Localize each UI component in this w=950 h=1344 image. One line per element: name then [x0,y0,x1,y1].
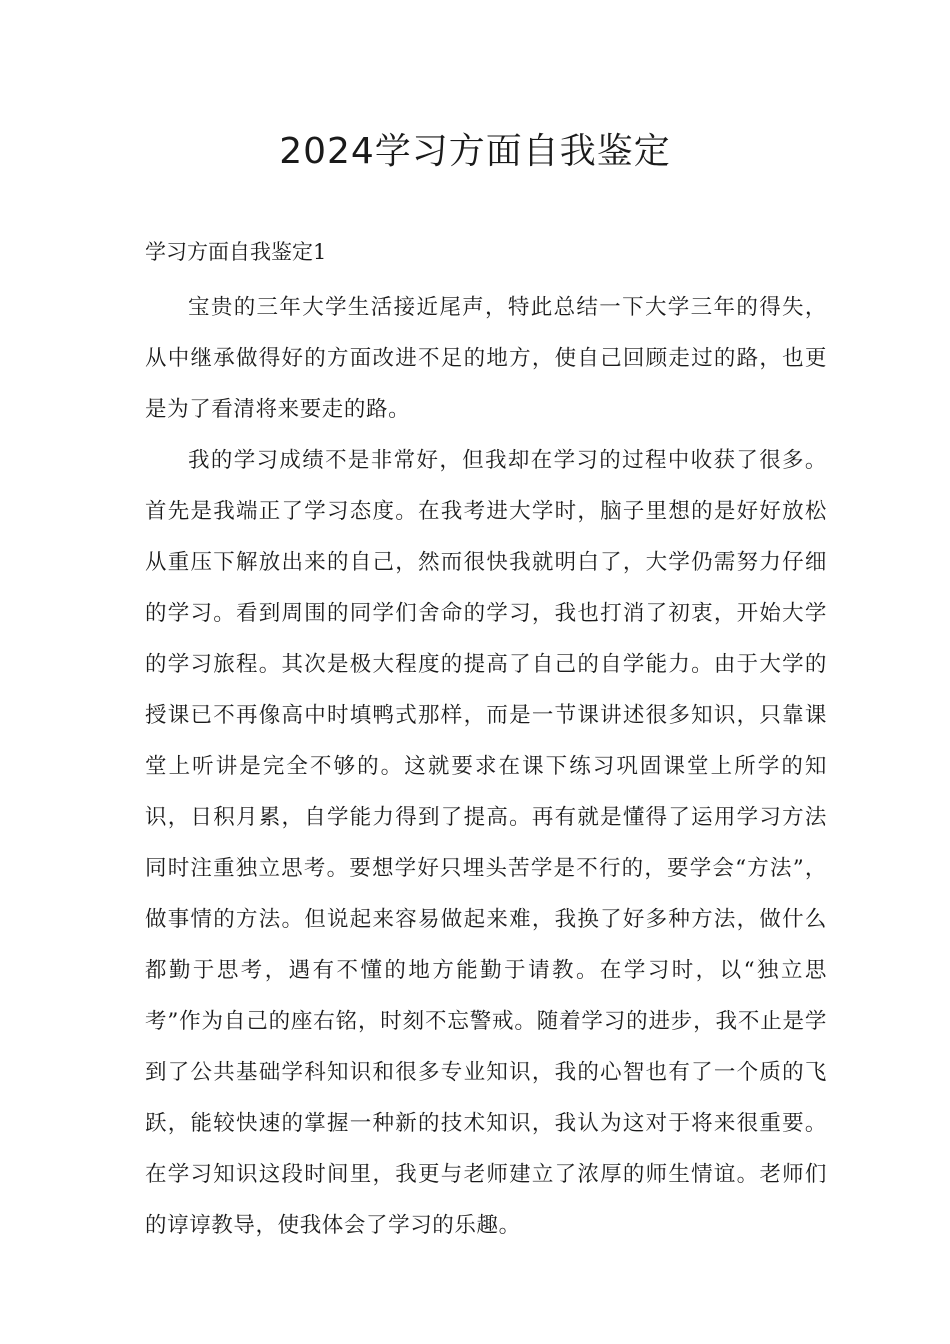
document-title: 2024学习方面自我鉴定 [279,131,671,172]
paragraph: 我的学习成绩不是非常好，但我却在学习的过程中收获了很多。首先是我端正了学习态度。在我考进大学时，脑子里想的是好好放松从重压下解放出来的自己，然而很快我就明白了，大学仍需努力仔细的学习。看到周围的同学们舍命的学习，我也打消了初衷，开始大学的学习旅程。其次是极大程度的提高了自己的自学能力。由于大学的授课已不再像高中时填鸭式那样，而是一节课讲述很多知识，只靠课堂上听讲是完全不够的。这就要求在课下练习巩固课堂上所学的知识，日积月累，自学能力得到了提高。再有就是懂得了运用学习方法同时注重独立思考。要想学好只埋头苦学是不行的，要学会“方法”，做事情的方法。但说起来容易做起来难，我换了好多种方法，做什么都勤于思考，遇有不懂的地方能勤于请教。在学习时，以“独立思考”作为自己的座右铭，时刻不忘警戒。随着学习的进步，我不止是学到了公共基础学科知识和很多专业知识，我的心智也有了一个质的飞跃，能较快速的掌握一种新的技术知识，我认为这对于将来很重要。在学习知识这段时间里，我更与老师建立了浓厚的师生情谊。老师们的谆谆教导，使我体会了学习的乐趣。 [145,448,827,1238]
section-heading: 学习方面自我鉴定1 [145,240,327,264]
document-body [145,282,827,1251]
paragraph: 宝贵的三年大学生活接近尾声，特此总结一下大学三年的得失，从中继承做得好的方面改进不足的地方，使自己回顾走过的路，也更是为了看清将来要走的路。 [145,295,827,422]
